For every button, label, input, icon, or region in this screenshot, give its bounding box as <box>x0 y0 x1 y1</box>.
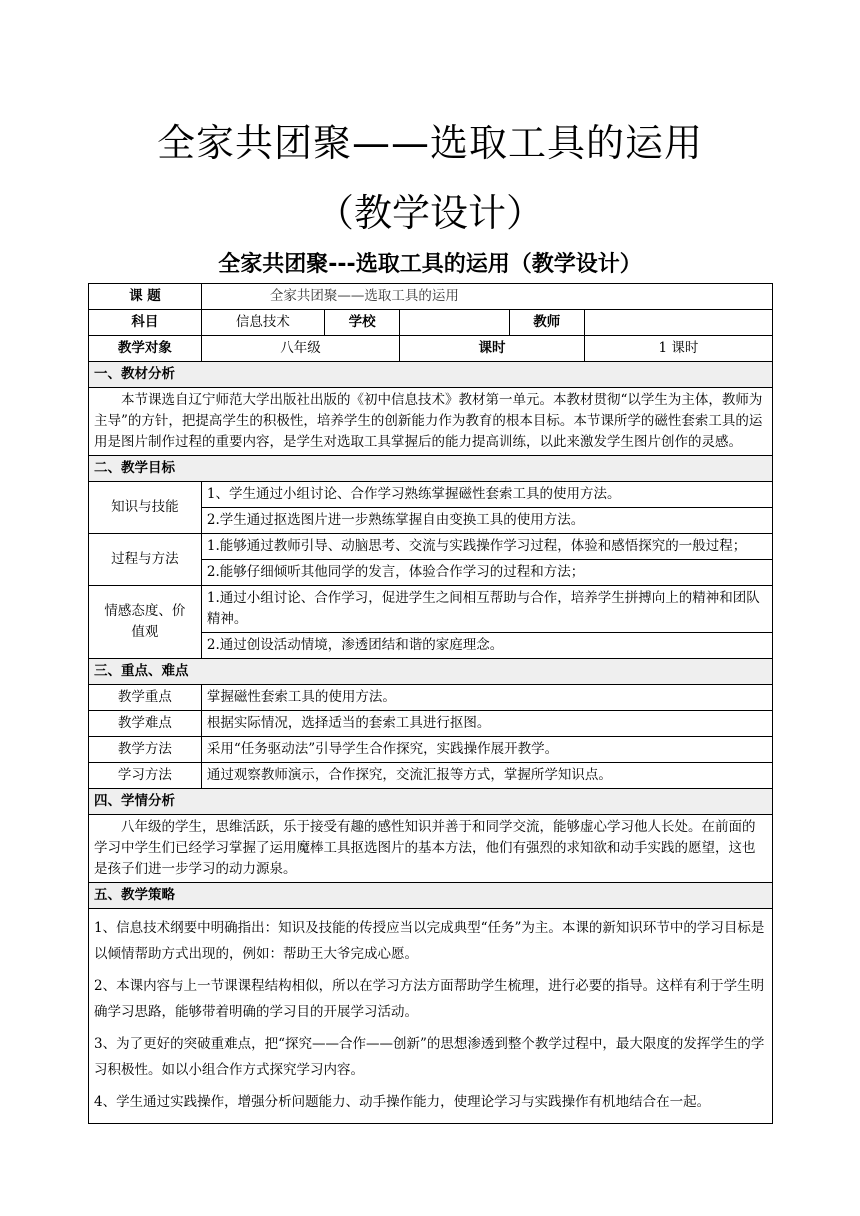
section-4-row <box>89 815 773 883</box>
document-subtitle: 全家共团聚---选取工具的运用（教学设计） <box>218 252 642 277</box>
topic-value: 全家共团聚——选取工具的运用 <box>201 284 772 310</box>
objective-row <box>89 534 773 560</box>
topic-label: 课 题 <box>89 284 202 310</box>
section-1-row <box>89 388 773 456</box>
document-title-suffix: （教学设计） <box>315 191 544 235</box>
strategy-paragraph: 1、信息技术纲要中明确指出：知识及技能的传授应当以完成典型“任务”为主。本课的新知识环节中的学习目标是以倾情帮助方式出现的，例如：帮助王大爷完成心愿。 <box>94 920 765 962</box>
section-1-heading: 一、教材分析 <box>89 362 773 388</box>
subject-row <box>89 310 773 336</box>
knowledge-label: 知识与技能 <box>89 482 202 534</box>
keypoint-row <box>89 685 773 711</box>
emotion-item: 1.通过小组讨论、合作学习，促进学生之间相互帮助与合作，培养学生拼搏向上的精神和团队精神。 <box>201 586 772 633</box>
key-point-value: 掌握磁性套索工具的使用方法。 <box>201 685 772 711</box>
document-title: 全家共团聚——选取工具的运用 <box>156 121 703 165</box>
section-4-heading: 四、学情分析 <box>89 789 773 815</box>
section-heading-row <box>89 789 773 815</box>
section-5-row <box>89 909 773 1124</box>
objective-row <box>89 482 773 508</box>
knowledge-item: 2.学生通过抠选图片进一步熟练掌握自由变换工具的使用方法。 <box>201 508 772 534</box>
section-5-heading: 五、教学策略 <box>89 883 773 909</box>
process-item: 2.能够仔细倾听其他同学的发言，体验合作学习的过程和方法； <box>201 560 772 586</box>
lesson-plan-table <box>88 283 773 1124</box>
section-heading-row <box>89 659 773 685</box>
learning-method-value: 通过观察教师演示，合作探究，交流汇报等方式，掌握所学知识点。 <box>201 763 772 789</box>
section-heading-row <box>89 883 773 909</box>
learning-method-label: 学习方法 <box>89 763 202 789</box>
keypoint-row <box>89 763 773 789</box>
hours-value: 1 课时 <box>584 336 772 362</box>
section-2-heading: 二、教学目标 <box>89 456 773 482</box>
school-value <box>400 310 509 336</box>
teaching-method-value: 采用“任务驱动法”引导学生合作探究，实践操作展开教学。 <box>201 737 772 763</box>
difficulty-value: 根据实际情况，选择适当的套索工具进行抠图。 <box>201 711 772 737</box>
hours-label: 课时 <box>400 336 585 362</box>
emotion-item: 2.通过创设活动情境，渗透团结和谐的家庭理念。 <box>201 633 772 659</box>
knowledge-item: 1、学生通过小组讨论、合作学习熟练掌握磁性套索工具的使用方法。 <box>201 482 772 508</box>
difficulty-label: 教学难点 <box>89 711 202 737</box>
emotion-label: 情感态度、价值观 <box>89 586 202 659</box>
school-label: 学校 <box>324 310 399 336</box>
teaching-strategy-cell <box>89 909 773 1124</box>
process-item: 1.能够通过教师引导、动脑思考、交流与实践操作学习过程，体验和感悟探究的一般过程； <box>201 534 772 560</box>
keypoint-row <box>89 737 773 763</box>
teacher-label: 教师 <box>509 310 584 336</box>
section-heading-row <box>89 456 773 482</box>
teacher-value <box>584 310 772 336</box>
process-label: 过程与方法 <box>89 534 202 586</box>
teaching-method-label: 教学方法 <box>89 737 202 763</box>
textbook-analysis-text: 本节课选自辽宁师范大学出版社出版的《初中信息技术》教材第一单元。本教材贯彻“以学生为主体，教师为主导”的方针，把提高学生的积极性，培养学生的创新能力作为教育的根本目标。本节课所学的磁性套索工具的运用是图片制作过程的重要内容，是学生对选取工具掌握后的能力提高训练，以此来激发学生图片创作的灵感。 <box>89 388 773 456</box>
topic-row <box>89 284 773 310</box>
strategy-paragraph: 3、为了更好的突破重难点，把“探究——合作——创新”的思想渗透到整个教学过程中，最大限度的发挥学生的学习积极性。如以小组合作方式探究学习内容。 <box>94 1036 765 1078</box>
key-point-label: 教学重点 <box>89 685 202 711</box>
audience-value: 八年级 <box>201 336 399 362</box>
audience-label: 教学对象 <box>89 336 202 362</box>
strategy-paragraph: 2、本课内容与上一节课课程结构相似，所以在学习方法方面帮助学生梳理，进行必要的指导。这样有利于学生明确学习思路，能够带着明确的学习目的开展学习活动。 <box>94 978 765 1020</box>
strategy-paragraph: 4、学生通过实践操作，增强分析问题能力、动手操作能力，使理论学习与实践操作有机地结合在一起。 <box>94 1094 711 1110</box>
student-analysis-text: 八年级的学生，思维活跃，乐于接受有趣的感性知识并善于和同学交流，能够虚心学习他人长处。在前面的学习中学生们已经学习掌握了运用魔棒工具抠选图片的基本方法，他们有强烈的求知欲和动手实践的愿望，这也是孩子们进一步学习的动力源泉。 <box>89 815 773 883</box>
section-heading-row <box>89 362 773 388</box>
audience-row <box>89 336 773 362</box>
objective-row <box>89 586 773 633</box>
section-3-heading: 三、重点、难点 <box>89 659 773 685</box>
subject-value: 信息技术 <box>201 310 324 336</box>
keypoint-row <box>89 711 773 737</box>
subject-label: 科目 <box>89 310 202 336</box>
